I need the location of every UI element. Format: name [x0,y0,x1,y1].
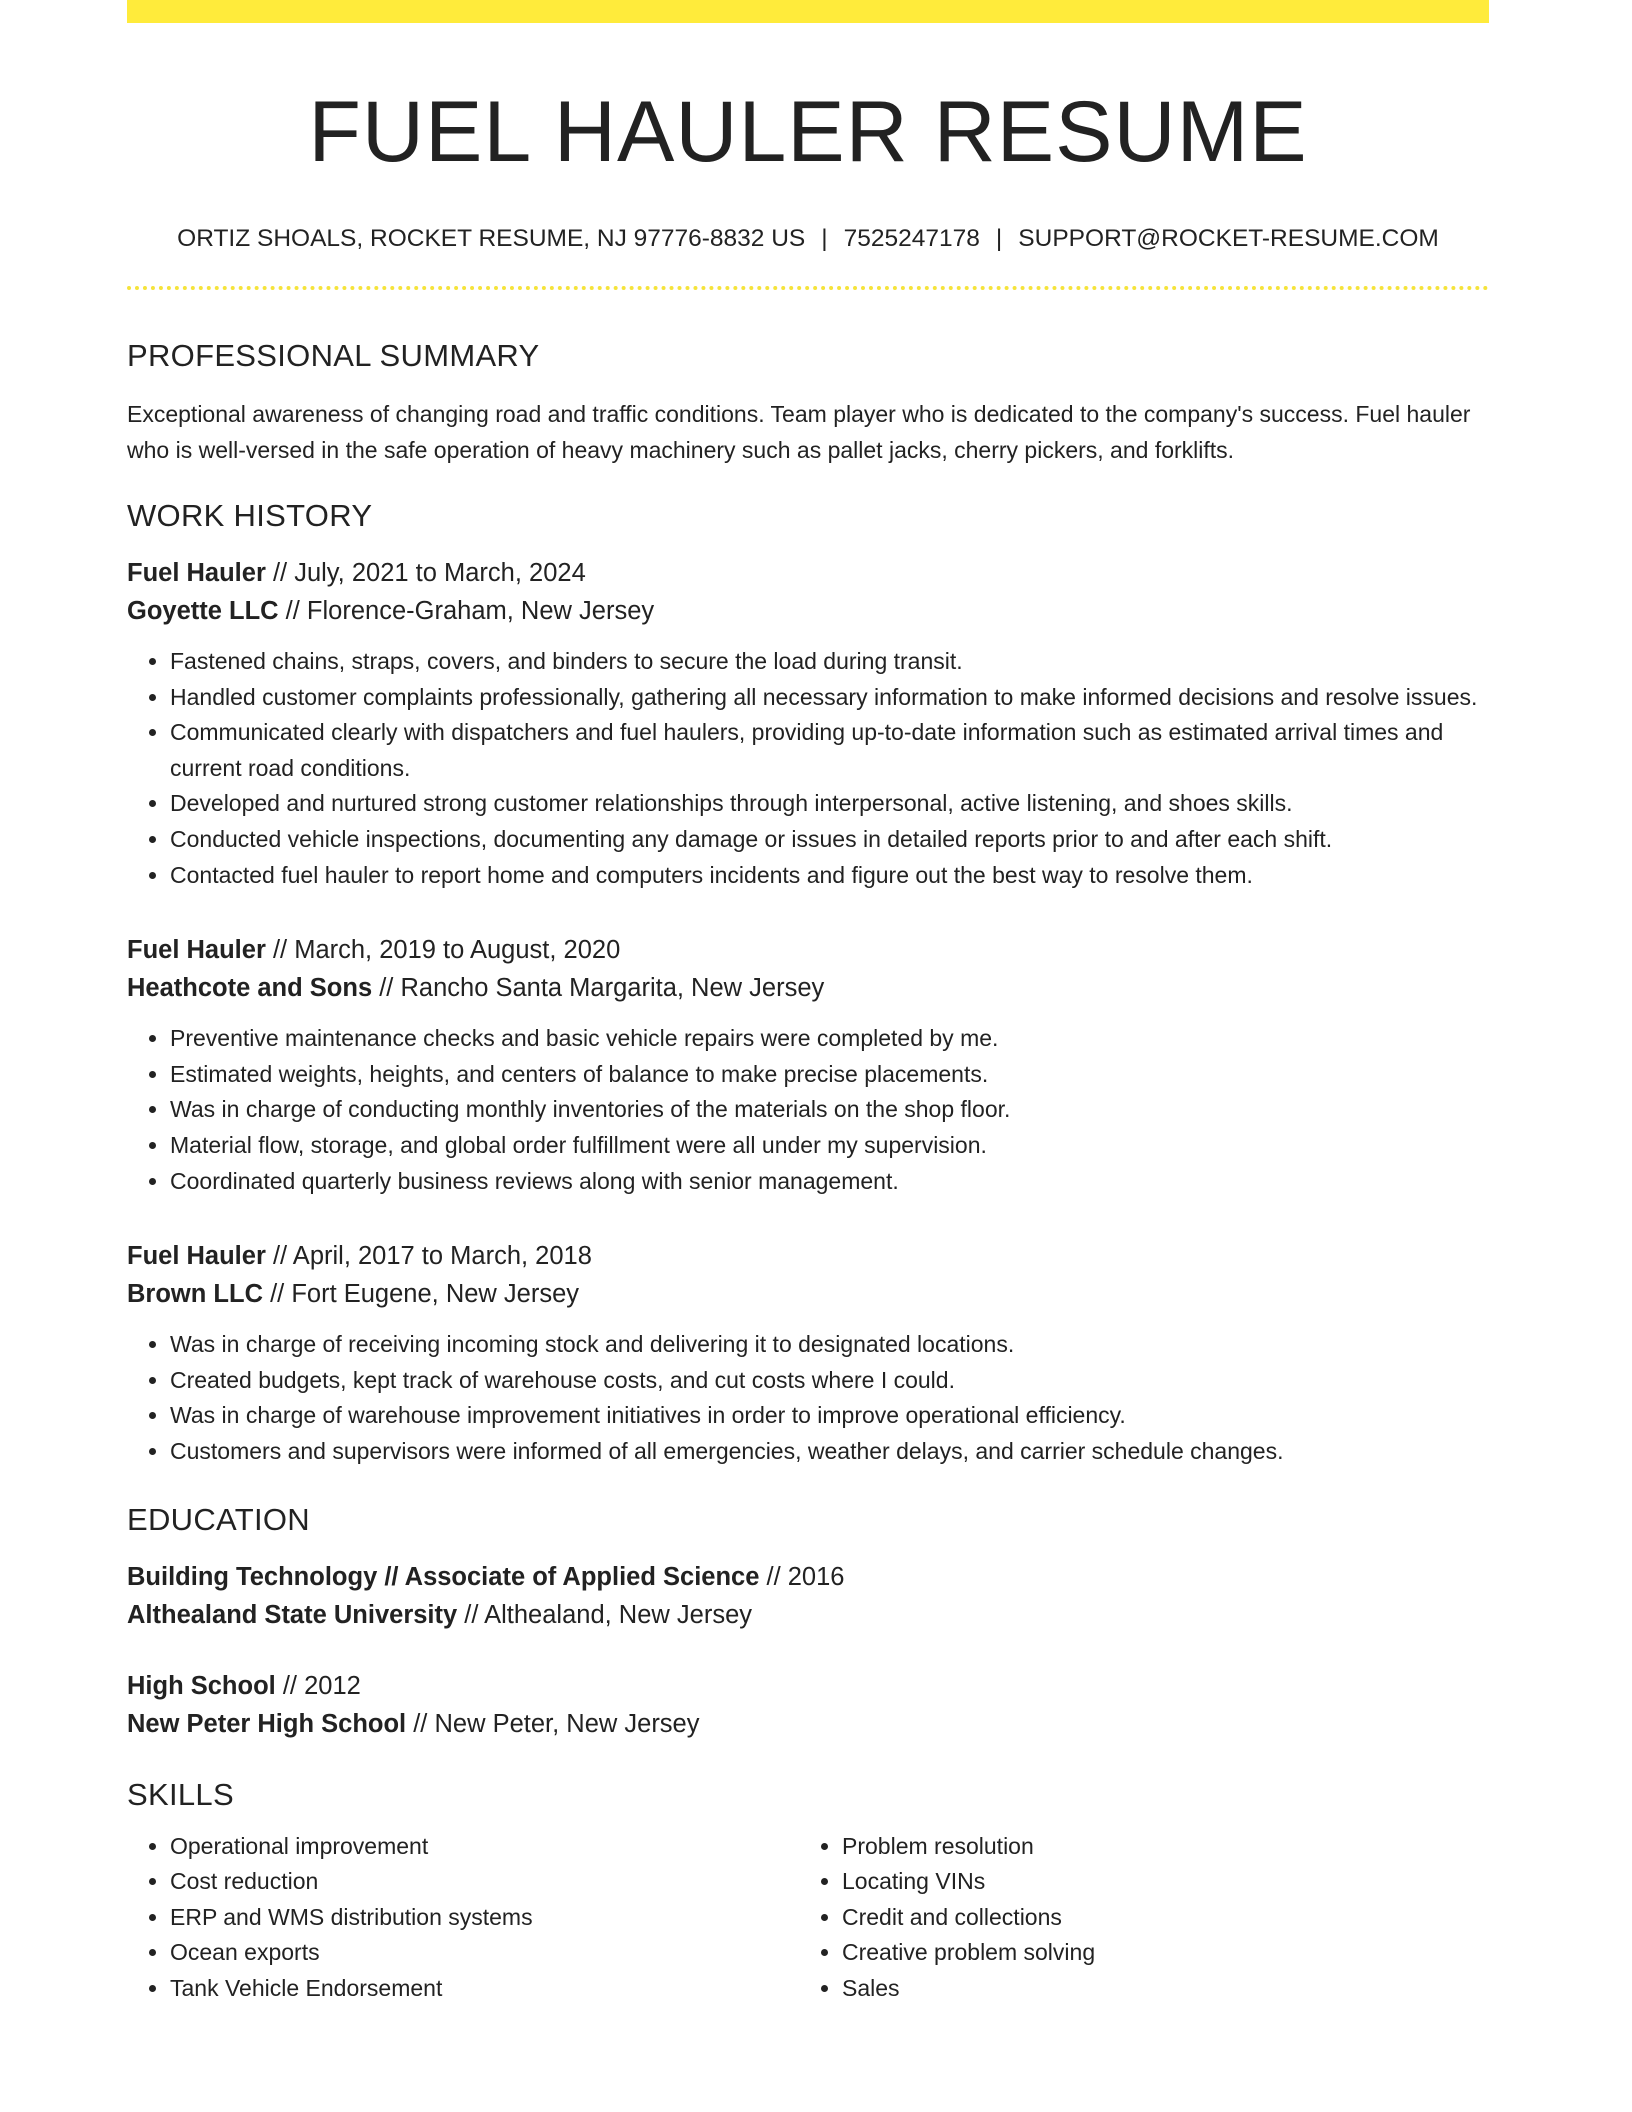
job-location: // Florence-Graham, New Jersey [278,597,655,625]
job-bullets [127,1327,1489,1469]
list-item: • Credit and collections [842,1900,1471,1936]
job-bullets [127,1021,1489,1199]
section-heading-summary: PROFESSIONAL SUMMARY [127,338,540,373]
education-degree: High School [127,1671,276,1700]
education-location: // Althealand, New Jersey [457,1600,753,1629]
education-school-line [127,1705,1489,1743]
list-item: • Customers and supervisors were informed of all emergencies, weather delays, and carrier schedule changes. [170,1434,1489,1470]
list-item: • Communicated clearly with dispatchers and fuel haulers, providing up-to-date information such as estimated arrival times and current road conditions. [170,715,1489,786]
contact-address: ORTIZ SHOALS, ROCKET RESUME, NJ 97776-8832 US [177,225,806,252]
job-title: Fuel Hauler [127,559,266,587]
job-title: Fuel Hauler [127,1242,266,1271]
contact-email: SUPPORT@ROCKET-RESUME.COM [1018,225,1439,252]
dotted-divider [127,286,1489,290]
job-title: Fuel Hauler [127,936,266,965]
job-company-line [127,969,1489,1007]
list-item: • Operational improvement [170,1829,799,1865]
contact-line [127,224,1489,254]
resume-page [127,0,1489,2006]
education-year: // 2012 [275,1671,361,1700]
summary-text: Exceptional awareness of changing road and traffic conditions. Team player who is dedicated to the company's success. Fuel hauler who is well-versed in the safe operation of heavy machinery such as pallet jacks, cherry pickers, and forklifts. [127,401,1471,463]
list-item: • Tank Vehicle Endorsement [170,1971,799,2007]
education-entry [127,1558,1489,1634]
job-title-line [127,931,1489,969]
contact-phone: 7525247178 [843,225,980,252]
list-item: • Was in charge of receiving incoming stock and delivering it to designated locations. [170,1327,1489,1363]
list-item: • Sales [842,1971,1471,2007]
job-dates: // July, 2021 to March, 2024 [265,559,586,587]
job-location: // Rancho Santa Margarita, New Jersey [372,974,825,1003]
list-item: • Estimated weights, heights, and centers of balance to make precise placements. [170,1057,1489,1093]
list-item: • Was in charge of warehouse improvement initiatives in order to improve operational efficiency. [170,1398,1489,1434]
skills-list-left [127,1829,799,2007]
job-title-line [127,1237,1489,1275]
job-company: Heathcote and Sons [127,974,373,1003]
list-item: • Handled customer complaints professionally, gathering all necessary information to make informed decisions and resolve issues. [170,680,1489,716]
list-item: • Conducted vehicle inspections, documenting any damage or issues in detailed reports prior to and after each shift. [170,822,1489,858]
section-heading-work-history: WORK HISTORY [127,498,373,533]
job-entry [127,554,1489,893]
list-item: • Preventive maintenance checks and basic vehicle repairs were completed by me. [170,1021,1489,1057]
job-company: Goyette LLC [127,597,279,625]
education-year: // 2016 [759,1562,845,1591]
job-title-line [127,554,1489,592]
list-item: • Cost reduction [170,1864,799,1900]
skills-columns [127,1829,1489,2007]
education-degree-line [127,1667,1489,1705]
education-school: New Peter High School [127,1709,407,1738]
section-heading-education: EDUCATION [127,1501,310,1537]
list-item: • Locating VINs [842,1864,1471,1900]
job-dates: // March, 2019 to August, 2020 [265,936,621,965]
contact-separator: | [995,225,1003,252]
education-school-line [127,1596,1489,1634]
education-degree-line [127,1558,1489,1596]
list-item: • Problem resolution [842,1829,1471,1865]
list-item: • ERP and WMS distribution systems [170,1900,799,1936]
list-item: • Material flow, storage, and global order fulfillment were all under my supervision. [170,1128,1489,1164]
list-item: • Created budgets, kept track of warehouse costs, and cut costs where I could. [170,1363,1489,1399]
list-item: • Ocean exports [170,1935,799,1971]
job-company: Brown LLC [127,1280,263,1309]
job-dates: // April, 2017 to March, 2018 [265,1242,592,1271]
education-school: Althealand State University [127,1600,458,1629]
section-heading-skills: SKILLS [127,1776,234,1812]
job-company-line [127,1275,1489,1313]
list-item: • Creative problem solving [842,1935,1471,1971]
job-company-line [127,592,1489,630]
contact-separator: | [821,225,828,252]
job-entry [127,931,1489,1199]
list-item: • Developed and nurtured strong customer relationships through interpersonal, active listening, and shoes skills. [170,786,1489,822]
education-location: // New Peter, New Jersey [406,1709,700,1738]
job-location: // Fort Eugene, New Jersey [262,1280,580,1309]
resume-title: FUEL HAULER RESUME [308,84,1308,180]
education-entry [127,1667,1489,1743]
list-item: • Fastened chains, straps, covers, and binders to secure the load during transit. [170,644,1489,680]
list-item: • Coordinated quarterly business reviews along with senior management. [170,1164,1489,1200]
education-degree: Building Technology // Associate of Applied Science [127,1562,760,1591]
skills-list-right [799,1829,1471,2007]
list-item: • Contacted fuel hauler to report home and computers incidents and figure out the best way to resolve them. [170,858,1489,894]
job-entry [127,1237,1489,1469]
job-bullets [127,644,1489,893]
list-item: • Was in charge of conducting monthly inventories of the materials on the shop floor. [170,1092,1489,1128]
